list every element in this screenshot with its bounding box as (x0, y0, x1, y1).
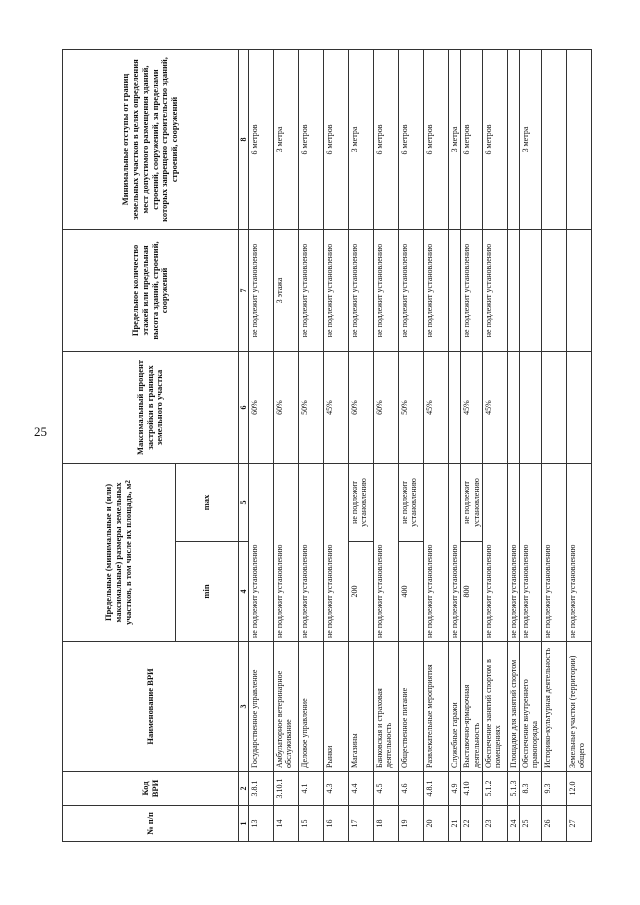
rotated-table-container (62, 50, 602, 842)
header-area-sup: 2 (123, 480, 132, 484)
row-setback: 6 метров (324, 49, 349, 229)
row-percent: 45% (324, 351, 349, 463)
header-setback: Минимальные отступы от границ земельных участков в целях определения мест допустимого размещения зданий, строений, сооружений, за пределами которых запрещено строительство зданий, строений, сооружений (63, 49, 239, 229)
row-min-max: не подлежит установлению (274, 463, 299, 641)
row-number: 14 (274, 806, 299, 842)
row-number: 15 (299, 806, 324, 842)
row-name: Выставочно-ярмарочная деятельность (461, 642, 482, 772)
table-row (374, 49, 399, 841)
row-code: 5.1.3 (507, 772, 519, 806)
row-name: Общественное питание (399, 642, 424, 772)
row-code: 4.1 (299, 772, 324, 806)
row-number: 13 (249, 806, 274, 842)
row-min-max: не подлежит установлению (424, 463, 449, 641)
row-number: 19 (399, 806, 424, 842)
row-percent: 45% (424, 351, 449, 463)
row-number: 18 (374, 806, 399, 842)
row-floors (519, 229, 541, 351)
row-number: 21 (449, 806, 461, 842)
row-percent (566, 351, 591, 463)
row-min-max: не подлежит установлению (449, 463, 461, 641)
row-min-max: не подлежит установлению (299, 463, 324, 641)
table-row (482, 49, 507, 841)
table-row (507, 49, 519, 841)
row-percent: 50% (399, 351, 424, 463)
row-name: Банковская и страховая деятельность (374, 642, 399, 772)
header-floors: Предельное количество этажей или предельная высота зданий, строений, сооружений (63, 229, 239, 351)
table-row (299, 49, 324, 841)
row-min: 200 (349, 542, 374, 642)
row-code: 4.6 (399, 772, 424, 806)
row-setback: 6 метров (299, 49, 324, 229)
row-code: 3.8.1 (249, 772, 274, 806)
row-percent (519, 351, 541, 463)
row-code: 8.3 (519, 772, 541, 806)
table-body (239, 49, 592, 841)
row-setback: 3 метра (349, 49, 374, 229)
row-code: 4.9 (449, 772, 461, 806)
row-name: Деловое управление (299, 642, 324, 772)
row-percent (507, 351, 519, 463)
col-number: 5 (239, 463, 249, 541)
row-percent: 60% (274, 351, 299, 463)
row-number: 27 (566, 806, 591, 842)
row-code: 12.0 (566, 772, 591, 806)
row-setback: 6 метров (399, 49, 424, 229)
table-row (449, 49, 461, 841)
header-code: Код ВРИ (63, 772, 239, 806)
row-setback: 6 метров (482, 49, 507, 229)
col-number: 2 (239, 772, 249, 806)
row-number: 23 (482, 806, 507, 842)
column-number-row (239, 49, 249, 841)
row-setback: 6 метров (374, 49, 399, 229)
row-percent: 45% (461, 351, 482, 463)
table-row (541, 49, 566, 841)
row-number: 25 (519, 806, 541, 842)
row-code: 9.3 (541, 772, 566, 806)
table-row (519, 49, 541, 841)
row-percent (541, 351, 566, 463)
row-floors: не подлежит установлению (461, 229, 482, 351)
header-num: № п/п (63, 806, 239, 842)
row-setback (507, 49, 519, 229)
row-setback: 6 метров (461, 49, 482, 229)
row-percent: 50% (299, 351, 324, 463)
row-name: Амбулаторное ветеринарное обслуживание (274, 642, 299, 772)
row-floors: не подлежит установлению (374, 229, 399, 351)
table-row (324, 49, 349, 841)
row-number: 22 (461, 806, 482, 842)
row-name: Обеспечение занятий спортом в помещениях (482, 642, 507, 772)
row-number: 20 (424, 806, 449, 842)
row-name: Рынки (324, 642, 349, 772)
header-area (63, 463, 176, 641)
row-name: Обеспечение внутреннего правопорядка (519, 642, 541, 772)
row-name: Площадки для занятий спортом (507, 642, 519, 772)
col-number: 6 (239, 351, 249, 463)
row-code: 3.10.1 (274, 772, 299, 806)
table-row (461, 49, 482, 841)
row-percent: 45% (482, 351, 507, 463)
header-max: max (176, 463, 239, 541)
row-floors: 3 этажа (274, 229, 299, 351)
row-min-max: не подлежит установлению (519, 463, 541, 641)
row-floors: не подлежит установлению (249, 229, 274, 351)
row-floors (449, 229, 461, 351)
row-percent (449, 351, 461, 463)
table-row (424, 49, 449, 841)
row-floors (507, 229, 519, 351)
row-floors (566, 229, 591, 351)
table-row (274, 49, 299, 841)
row-code: 4.4 (349, 772, 374, 806)
row-min-max: не подлежит установлению (482, 463, 507, 641)
row-setback: 6 метров (424, 49, 449, 229)
row-floors: не подлежит установлению (399, 229, 424, 351)
row-min-max: не подлежит установлению (566, 463, 591, 641)
row-floors: не подлежит установлению (424, 229, 449, 351)
row-min-max: не подлежит установлению (507, 463, 519, 641)
row-setback: 3 метра (519, 49, 541, 229)
row-setback: 6 метров (249, 49, 274, 229)
row-min-max: не подлежит установлению (324, 463, 349, 641)
table-row (349, 49, 374, 841)
header-name: Наименование ВРИ (63, 642, 239, 772)
row-setback: 3 метра (449, 49, 461, 229)
row-name: Земельные участки (территории) общего (566, 642, 591, 772)
col-number: 7 (239, 229, 249, 351)
table-row (566, 49, 591, 841)
row-floors: не подлежит установлению (324, 229, 349, 351)
row-name: Развлекательные мероприятия (424, 642, 449, 772)
row-number: 17 (349, 806, 374, 842)
row-code: 5.1.2 (482, 772, 507, 806)
col-number: 3 (239, 642, 249, 772)
row-number: 24 (507, 806, 519, 842)
vri-parameters-table (62, 49, 592, 842)
header-min: min (176, 542, 239, 642)
row-max: не подлежит установлению (349, 463, 374, 541)
row-floors (541, 229, 566, 351)
row-min-max: не подлежит установлению (249, 463, 274, 641)
row-name: Государственное управление (249, 642, 274, 772)
row-setback: 3 метра (274, 49, 299, 229)
row-number: 16 (324, 806, 349, 842)
row-code: 4.8.1 (424, 772, 449, 806)
row-percent: 60% (249, 351, 274, 463)
row-name: Историко-культурная деятельность (541, 642, 566, 772)
row-floors: не подлежит установлению (299, 229, 324, 351)
row-code: 4.3 (324, 772, 349, 806)
row-min-max: не подлежит установлению (541, 463, 566, 641)
row-name: Служебные гаражи (449, 642, 461, 772)
row-code: 4.5 (374, 772, 399, 806)
row-min: 400 (399, 542, 424, 642)
row-percent: 60% (349, 351, 374, 463)
header-percent: Максимальный процент застройки в границах земельного участка (63, 351, 239, 463)
row-code: 4.10 (461, 772, 482, 806)
row-percent: 60% (374, 351, 399, 463)
page-number: 25 (34, 424, 47, 439)
row-min-max: не подлежит установлению (374, 463, 399, 641)
row-floors: не подлежит установлению (482, 229, 507, 351)
row-max: не подлежит установлению (461, 463, 482, 541)
row-setback (541, 49, 566, 229)
row-max: не подлежит установлению (399, 463, 424, 541)
row-name: Магазины (349, 642, 374, 772)
col-number: 8 (239, 49, 249, 229)
col-number: 4 (239, 542, 249, 642)
row-setback (566, 49, 591, 229)
table-row (249, 49, 274, 841)
header-area-text: Предельные (минимальные и (или) максимальные) размеры земельных участков, в том числе их площадь, м (103, 482, 133, 625)
row-number: 26 (541, 806, 566, 842)
col-number: 1 (239, 806, 249, 842)
table-row (399, 49, 424, 841)
row-floors: не подлежит установлению (349, 229, 374, 351)
row-min: 800 (461, 542, 482, 642)
